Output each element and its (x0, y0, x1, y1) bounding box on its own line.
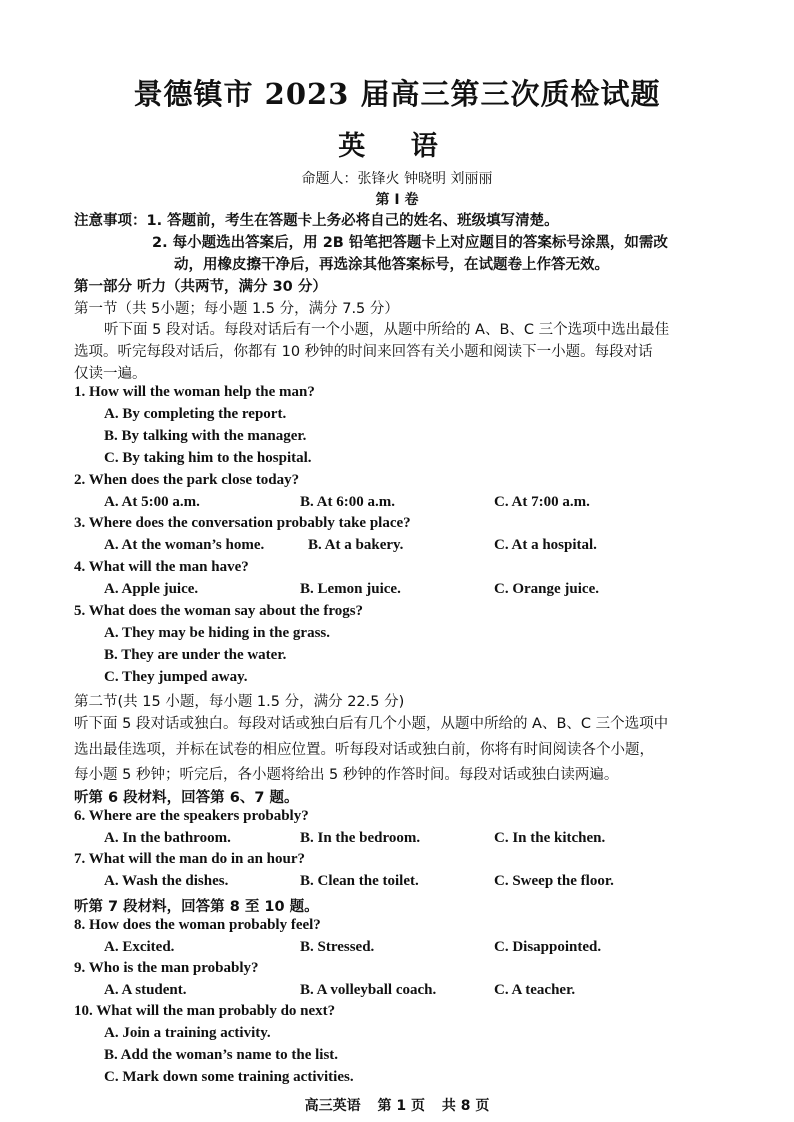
q2-option-b: B. At 6:00 a.m. (300, 494, 395, 510)
q2-option-a: A. At 5:00 a.m. (104, 494, 200, 510)
q8-option-a: A. Excited. (104, 939, 175, 955)
notes-item-1: 1. 答题前，考生在答题卡上务必将自己的姓名、班级填写清楚。 (146, 213, 559, 229)
q1-option-b: B. By talking with the manager. (104, 428, 307, 444)
question-3: 3. Where does the conversation probably take place? (74, 515, 411, 531)
q5-option-a: A. They may be hiding in the grass. (104, 625, 331, 641)
material-7-heading: 听第 7 段材料，回答第 8 至 10 题。 (74, 899, 319, 915)
q8-option-b: B. Stressed. (300, 939, 375, 955)
q8-option-c: C. Disappointed. (494, 939, 602, 955)
exam-title: 景德镇市 2023 届高三第三次质检试题 (133, 77, 661, 111)
q7-option-a: A. Wash the dishes. (104, 873, 229, 889)
q7-option-c: C. Sweep the floor. (494, 873, 614, 889)
q9-option-c: C. A teacher. (494, 982, 576, 998)
section2-heading: 第二节(共 15 小题，每小题 1.5 分，满分 22.5 分) (74, 694, 405, 710)
q1-option-a: A. By completing the report. (104, 406, 287, 422)
part1-heading: 第一部分 听力（共两节，满分 30 分） (74, 279, 327, 295)
q2-option-c: C. At 7:00 a.m. (494, 494, 590, 510)
q10-option-b: B. Add the woman’s name to the list. (104, 1047, 339, 1063)
q3-option-c: C. At a hospital. (494, 537, 597, 553)
notes-line-1 (74, 209, 559, 230)
q3-option-a: A. At the woman’s home. (104, 537, 265, 553)
footer-page-number: 第 1 页 (377, 1098, 425, 1114)
q10-option-a: A. Join a training activity. (104, 1025, 271, 1041)
volume-label: 第 I 卷 (375, 192, 419, 208)
page-footer (0, 1095, 794, 1115)
q5-option-b: B. They are under the water. (104, 647, 287, 663)
question-1: 1. How will the woman help the man? (74, 384, 315, 400)
section1-instruction-3: 仅读一遍。 (74, 366, 147, 382)
notes-item-2b: 动，用橡皮擦干净后，再选涂其他答案标号，在试题卷上作答无效。 (174, 257, 609, 273)
q9-option-a: A. A student. (104, 982, 187, 998)
question-10: 10. What will the man probably do next? (74, 1003, 336, 1019)
section1-instruction-2: 选项。听完每段对话后，你都有 10 秒钟的时间来回答有关小题和阅读下一小题。每段对话 (74, 344, 653, 360)
section2-instruction-1: 听下面 5 段对话或独白。每段对话或独白后有几个小题，从题中所给的 A、B、C 三个选项中 (74, 716, 669, 732)
footer-subject: 高三英语 (304, 1098, 361, 1114)
q4-option-c: C. Orange juice. (494, 581, 599, 597)
q6-option-a: A. In the bathroom. (104, 830, 231, 846)
q4-option-b: B. Lemon juice. (300, 581, 401, 597)
notes-item-2a: 2. 每小题选出答案后，用 2B 铅笔把答题卡上对应题目的答案标号涂黑，如需改 (152, 235, 668, 251)
subject-title: 英 语 (338, 131, 456, 162)
question-2: 2. When does the park close today? (74, 472, 300, 488)
q3-option-b: B. At a bakery. (308, 537, 404, 553)
notes-label: 注意事项： (74, 213, 147, 229)
material-6-heading: 听第 6 段材料，回答第 6、7 题。 (74, 790, 299, 806)
section2-instruction-3: 每小题 5 秒钟；听完后，各小题将给出 5 秒钟的作答时间。每段对话或独白读两遍。 (74, 767, 619, 783)
q6-option-b: B. In the bedroom. (300, 830, 421, 846)
question-8: 8. How does the woman probably feel? (74, 917, 321, 933)
question-6: 6. Where are the speakers probably? (74, 808, 309, 824)
footer-total-pages: 共 8 页 (441, 1098, 490, 1114)
authors-line: 命题人：张锋火 钟晓明 刘丽丽 (301, 171, 493, 187)
question-7: 7. What will the man do in an hour? (74, 851, 306, 867)
section1-instruction-1: 听下面 5 段对话。每段对话后有一个小题，从题中所给的 A、B、C 三个选项中选出最佳 (104, 322, 670, 338)
section1-heading: 第一节（共 5小题；每小题 1.5 分，满分 7.5 分） (74, 301, 399, 317)
section2-instruction-2: 选出最佳选项，并标在试卷的相应位置。听每段对话或独白前，你将有时间阅读各个小题， (74, 742, 654, 758)
q10-option-c: C. Mark down some training activities. (104, 1069, 354, 1085)
q1-option-c: C. By taking him to the hospital. (104, 450, 312, 466)
question-9: 9. Who is the man probably? (74, 960, 259, 976)
q6-option-c: C. In the kitchen. (494, 830, 606, 846)
q9-option-b: B. A volleyball coach. (300, 982, 437, 998)
q7-option-b: B. Clean the toilet. (300, 873, 419, 889)
question-5: 5. What does the woman say about the frogs? (74, 603, 364, 619)
q5-option-c: C. They jumped away. (104, 669, 248, 685)
q4-option-a: A. Apple juice. (104, 581, 199, 597)
question-4: 4. What will the man have? (74, 559, 249, 575)
